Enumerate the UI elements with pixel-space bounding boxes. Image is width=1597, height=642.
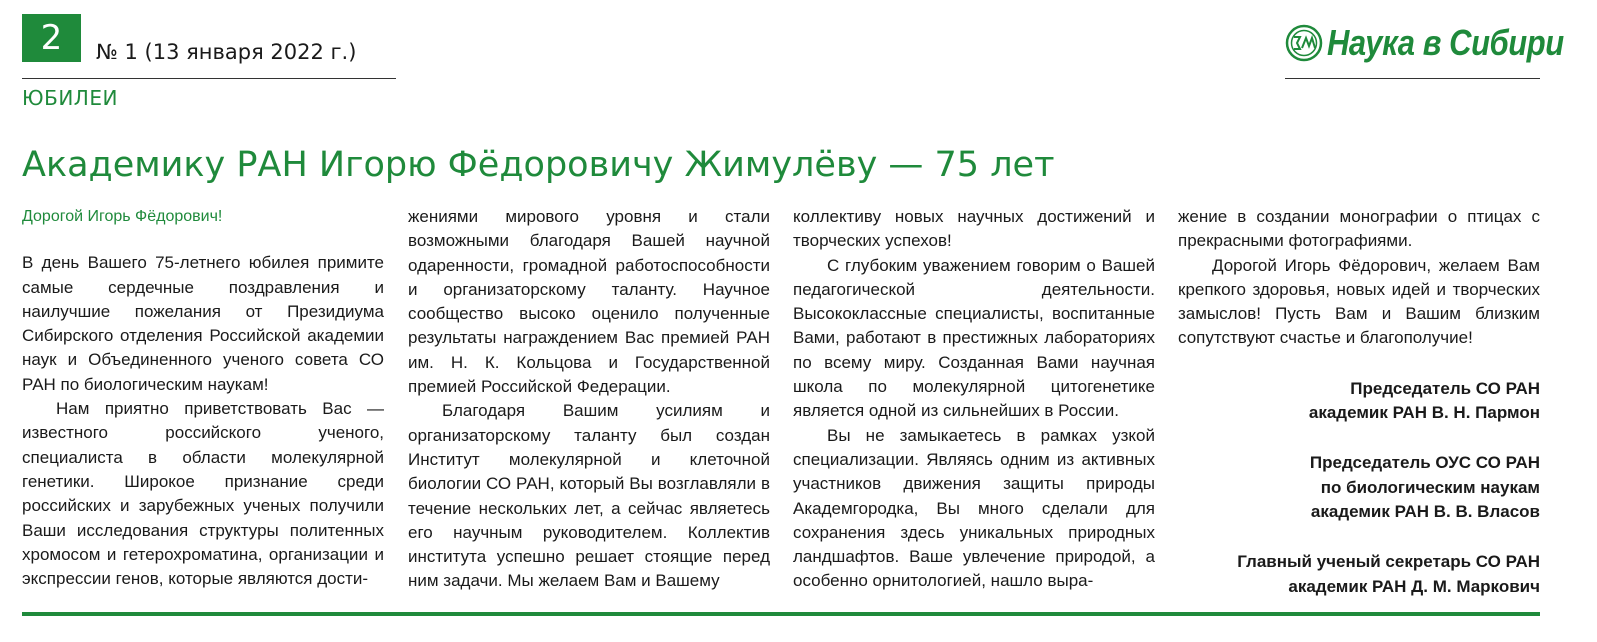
logo-emblem-icon [1285, 24, 1323, 62]
signature-line: академик РАН В. Н. Пармон [1308, 403, 1540, 423]
logo-text: Наука в Сибири [1327, 22, 1564, 63]
column-3 [793, 205, 1155, 594]
section-label: ЮБИЛЕИ [22, 86, 118, 110]
paragraph: Дорогой Игорь Фёдорович, желаем Вам крепкого здоровья, новых идей и творческих замыслов! Пусть Вам и Вашим близким сопутствуют счастье и благополучие! [1178, 255, 1540, 348]
signature-block [1178, 550, 1540, 599]
newspaper-logo [1285, 18, 1597, 68]
signature-line: академик РАН В. В. Власов [1310, 501, 1540, 521]
paragraph: С глубоким уважением говорим о Вашей педагогической деятельности. Высококлассные специалисты, воспитанные Вами, работают в престижных лабораториях по всему миру. Созданная Вами научная школа по молекулярной цитогенетике является одной из сильнейших в России. [793, 255, 1155, 421]
signature-line: Председатель ОУС СО РАН [1309, 453, 1540, 473]
page-number: 2 [22, 14, 81, 62]
column-4 [1178, 205, 1540, 599]
paragraph: В день Вашего 75-летнего юбилея примите самые сердечные поздравления и наилучшие пожелания от Президиума Сибирского отделения Российской академии наук и Объединенного ученого совета СО РАН по биологическим наукам! [22, 253, 384, 394]
signature-line: Председатель СО РАН [1350, 378, 1540, 398]
logo-divider [1285, 78, 1540, 79]
paragraph: Благодаря Вашим усилиям и организаторскому таланту был создан Институт молекулярной и клеточной биологии СО РАН, который Вы возглавляли в течение нескольких лет, а сейчас являетесь его научным руководителем. Коллектив института успешно решает стоящие перед ним задачи. Мы желаем Вам и Вашему [408, 401, 770, 591]
signature-block [1178, 377, 1540, 426]
greeting: Дорогой Игорь Фёдорович! [22, 208, 223, 225]
paragraph: жениями мирового уровня и стали возможными благодаря Вашей научной одаренности, громадной работоспособности и организаторскому таланту. Научное сообщество высоко оценило полученные результаты награждением Вас премией РАН им. Н. К. Кольцова и Государственной премией Российской Федерации. [408, 207, 770, 397]
signature-line: академик РАН Д. М. Маркович [1288, 576, 1540, 596]
paragraph: Нам приятно приветствовать Вас — известного российского ученого, специалиста в области молекулярной генетики. Широкое признание среди российских и зарубежных ученых получили Ваши исследования структуры политенных хромосом и гетерохроматина, организации и экспрессии генов, которые являются дости- [22, 399, 384, 589]
issue-label: № 1 (13 января 2022 г.) [96, 40, 357, 64]
signature-line: по биологическим наукам [1320, 477, 1540, 497]
paragraph: Вы не замыкаетесь в рамках узкой специализации. Являясь одним из активных участников движения защиты природы Академгородка, Вы много сделали для сохранения здесь уникальных природных ландшафтов. Ваше увлечение природой, а особенно орнитологией, нашло выра- [793, 425, 1155, 591]
column-1 [22, 205, 384, 591]
paragraph: жение в создании монографии о птицах с прекрасными фотографиями. [1178, 207, 1540, 251]
column-2 [408, 205, 770, 594]
article-title: Академику РАН Игорю Фёдоровичу Жимулёву — 75 лет [22, 145, 1055, 185]
paragraph: коллективу новых научных достижений и творческих успехов! [793, 207, 1155, 251]
footer-rule [22, 612, 1540, 616]
signature-block [1178, 451, 1540, 524]
signature-line: Главный ученый секретарь СО РАН [1237, 552, 1540, 572]
header-divider [22, 78, 396, 79]
